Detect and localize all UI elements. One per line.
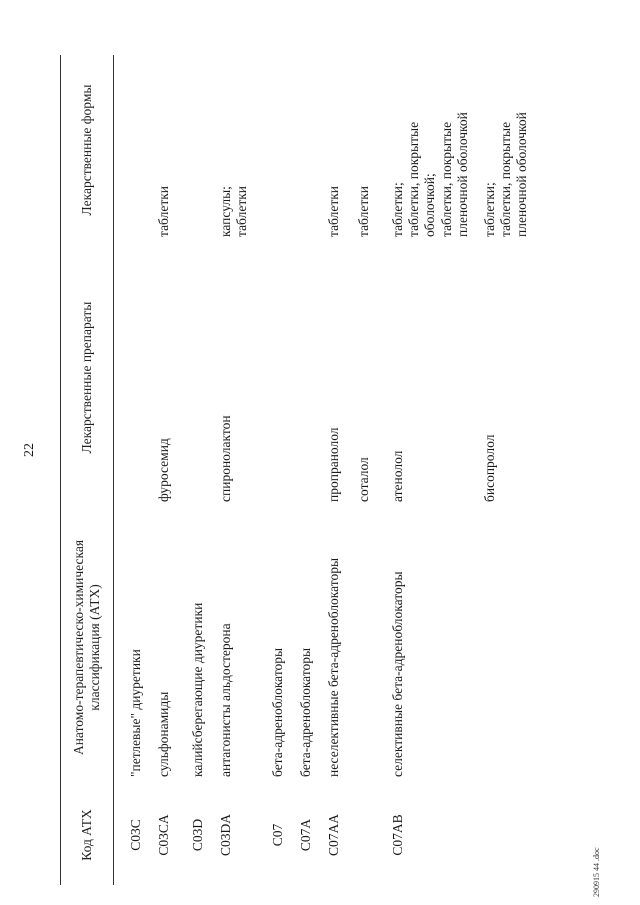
cell-form	[266, 55, 294, 245]
cell-code: C07AB	[390, 814, 405, 856]
cell-drug	[294, 245, 322, 510]
cell-classification	[478, 510, 538, 785]
cell-drug: атенолол	[390, 450, 405, 502]
page-number: 22	[22, 443, 37, 457]
table-body	[124, 55, 538, 885]
cell-drug: пропранолол	[326, 427, 341, 502]
cell-classification: бета-адреноблокаторы	[298, 647, 313, 777]
header-drugs: Лекарственные препараты	[61, 245, 114, 510]
table-row	[124, 55, 152, 885]
cell-form	[124, 55, 152, 245]
cell-classification: "петлевые" диуретики	[128, 649, 143, 777]
table-row	[152, 55, 186, 885]
header-code: Код АТХ	[61, 785, 114, 885]
cell-code: C03C	[128, 819, 143, 851]
table-row	[386, 55, 478, 885]
cell-form	[186, 55, 214, 245]
cell-code: C03CA	[156, 814, 171, 856]
cell-classification	[352, 510, 386, 785]
header-forms: Лекарственные формы	[61, 55, 114, 245]
cell-code: C03D	[190, 818, 205, 852]
cell-form: таблетки	[326, 185, 341, 237]
cell-form: капсулы; таблетки	[218, 185, 250, 237]
cell-drug	[266, 245, 294, 510]
table-row	[214, 55, 266, 885]
cell-code	[352, 785, 386, 885]
header-classification: Анатомо-терапевтическо-химическая классификация (АТХ)	[61, 510, 114, 785]
cell-drug: бисопролол	[482, 434, 497, 502]
cell-form: таблетки	[156, 185, 171, 237]
table-row	[294, 55, 322, 885]
atc-table	[60, 55, 538, 885]
cell-code: C07AA	[326, 814, 341, 857]
cell-classification: неселективные бета-адреноблокаторы	[326, 557, 341, 777]
table-header-row	[61, 55, 114, 885]
cell-classification: селективные бета-адреноблокаторы	[390, 571, 405, 777]
cell-drug	[186, 245, 214, 510]
cell-form: таблетки; таблетки, покрытые оболочкой; таблетки, покрытые пленочной оболочкой	[390, 112, 470, 237]
cell-classification: калийсберегающие диуретики	[190, 602, 205, 777]
cell-code: C03DA	[218, 814, 233, 857]
cell-form: таблетки	[356, 185, 371, 237]
table-row	[478, 55, 538, 885]
cell-code: C07A	[298, 818, 313, 852]
table-row	[266, 55, 294, 885]
cell-classification: антагонисты альдостерона	[218, 623, 233, 777]
cell-drug: спиронолактон	[218, 415, 233, 502]
cell-code	[478, 785, 538, 885]
cell-drug: соталол	[356, 457, 371, 502]
cell-drug	[124, 245, 152, 510]
cell-classification: бета-адреноблокаторы	[270, 647, 285, 777]
document-id: 290915 44 .doc	[592, 847, 601, 897]
cell-form	[294, 55, 322, 245]
table-row	[352, 55, 386, 885]
cell-drug: фуросемид	[156, 438, 171, 502]
table-row	[186, 55, 214, 885]
cell-code: C07	[270, 823, 285, 847]
cell-classification: сульфонамиды	[156, 691, 171, 777]
table-row	[322, 55, 352, 885]
cell-form: таблетки; таблетки, покрытые пленочной оболочкой	[482, 112, 530, 237]
